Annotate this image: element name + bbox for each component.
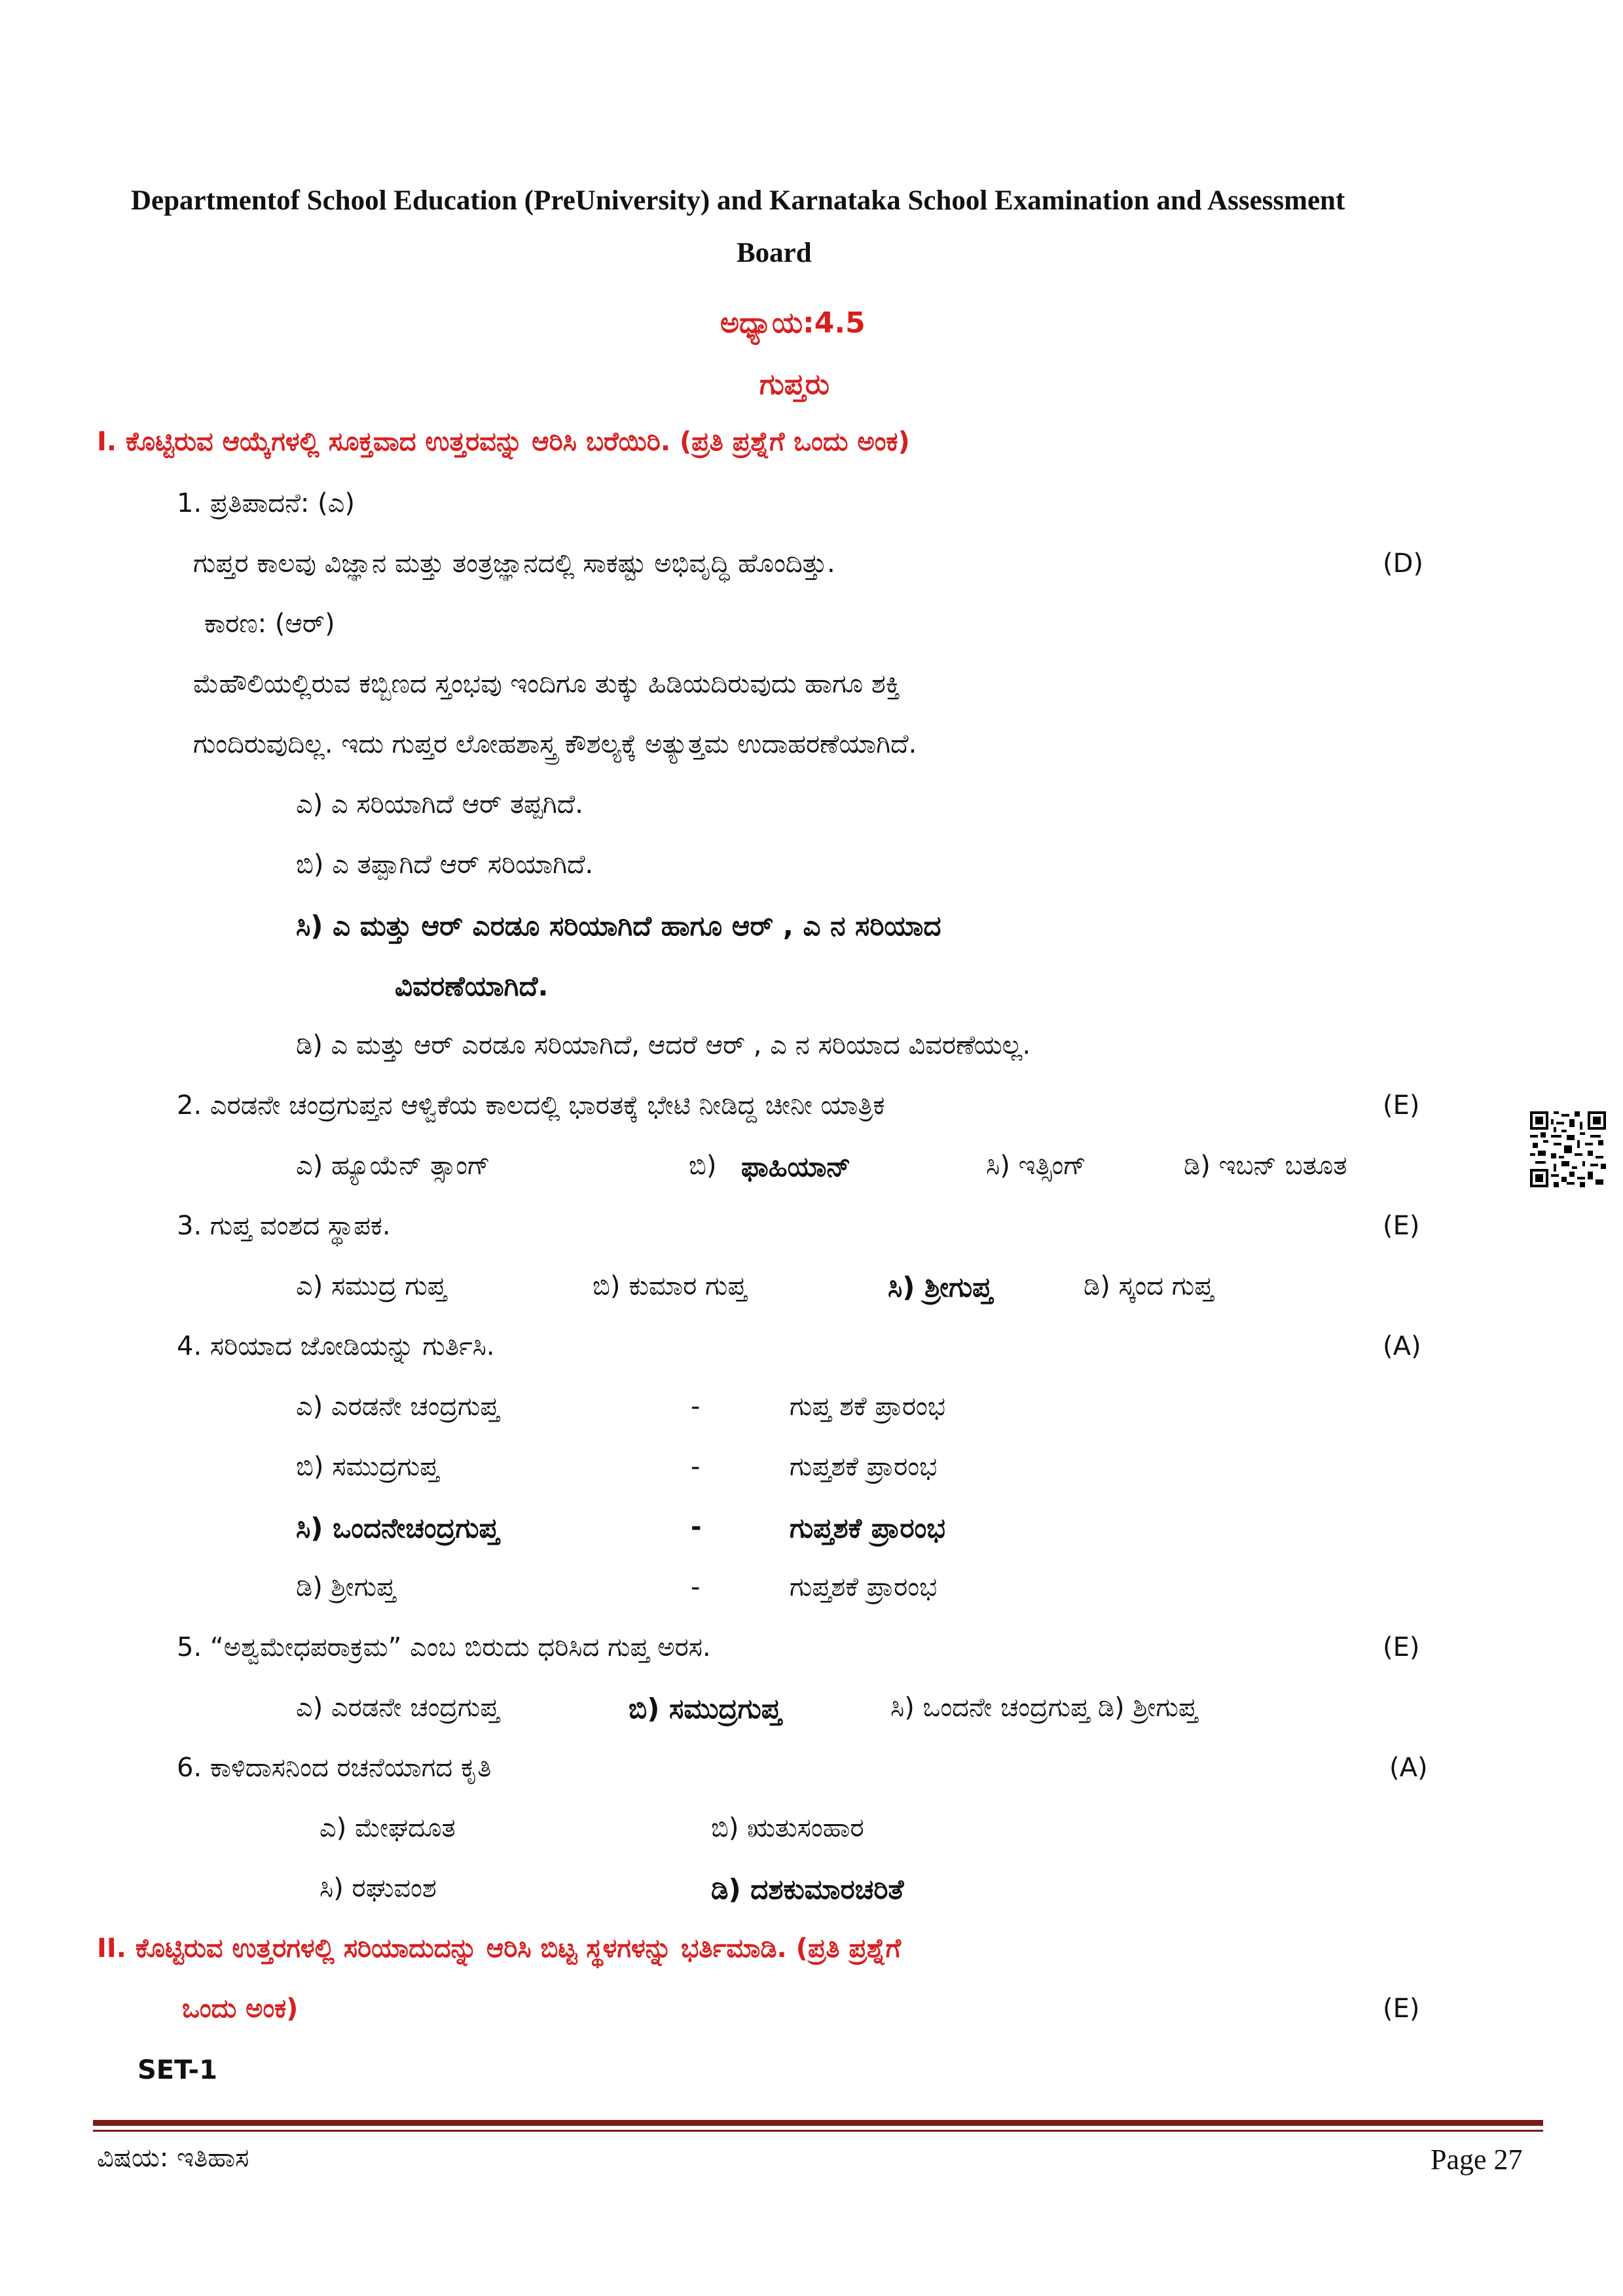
q6-text: 6. ಕಾಳಿದಾಸನಿಂದ ರಚನೆಯಾಗದ ಕೃತಿ <box>177 1753 492 1783</box>
q4-row-right: ಗುಪ್ತಶಕೆ ಪ್ರಾರಂಭ <box>790 1572 938 1602</box>
footer-subject: ವಿಷಯ: ಇತಿಹಾಸ <box>97 2143 249 2173</box>
q3-option-b: ಬಿ) ಕುಮಾರ ಗುಪ್ತ <box>593 1271 747 1301</box>
chapter-number: ಅಧ್ಯಾಯ:4.5 <box>720 306 866 340</box>
q5-option-a: ಎ) ಎರಡನೇ ಚಂದ್ರಗುಪ್ತ <box>296 1693 500 1723</box>
section-2-heading-line-2: ಒಂದು ಅಂಕ) <box>182 1994 299 2024</box>
q4-row-dash: - <box>691 1512 702 1542</box>
chapter-title: ಗುಪ್ತರು <box>759 368 830 401</box>
footer-rule-thin <box>93 2130 1543 2132</box>
q1-reason-line-2: ಗುಂದಿರುವುದಿಲ್ಲ. ಇದು ಗುಪ್ತರ ಲೋಹಶಾಸ್ತ್ರ ಕೌಶಲ್ಯಕ್ಕೆ ಅತ್ಯುತ್ತಮ ಉದಾಹರಣೆಯಾಗಿದೆ. <box>193 729 917 759</box>
q1-code: (D) <box>1383 548 1424 579</box>
q3-code: (E) <box>1383 1211 1420 1241</box>
footer-rule-thick <box>93 2120 1543 2126</box>
q4-row-right: ಗುಪ್ತಶಕೆ ಪ್ರಾರಂಭ <box>790 1512 945 1544</box>
header-line-1: Departmentof School Education (PreUniversity) and Karnataka School Examination and Assessment <box>131 185 1345 216</box>
q4-row-dash: - <box>691 1452 701 1482</box>
q2-option-b: ಫಾಹಿಯಾನ್ <box>741 1151 851 1183</box>
q1-label: 1. ಪ್ರತಿಪಾದನೆ: (ಎ) <box>177 488 356 518</box>
q4-row-right: ಗುಪ್ತ ಶಕೆ ಪ್ರಾರಂಭ <box>790 1391 946 1422</box>
q2-option-a: ಎ) ಹ್ಯೂಯೆನ್ ತ್ಸಾಂಗ್ <box>296 1151 490 1181</box>
q6-option-d: ಡಿ) ದಶಕುಮಾರಚರಿತೆ <box>711 1873 904 1905</box>
q6-option-b: ಬಿ) ಋತುಸಂಹಾರ <box>711 1813 864 1843</box>
q1-reason-line-1: ಮೆಹೌಲಿಯಲ್ಲಿರುವ ಕಬ್ಬಿಣದ ಸ್ತಂಭವು ಇಂದಿಗೂ ತುಕ್ಕು ಹಿಡಿಯದಿರುವುದು ಹಾಗೂ ಶಕ್ತಿ <box>193 669 900 699</box>
section-1-heading: I. ಕೊಟ್ಟಿರುವ ಆಯ್ಕೆಗಳಲ್ಲಿ ಸೂಕ್ತವಾದ ಉತ್ತರವನ್ನು ಆರಿಸಿ ಬರೆಯಿರಿ. (ಪ್ರತಿ ಪ್ರಶ್ನೆಗೆ ಒಂದು ಅಂಕ) <box>97 427 910 457</box>
q1-option-a: ಎ) ಎ ಸರಿಯಾಗಿದೆ ಆರ್ ತಪ್ಪಗಿದೆ. <box>296 789 583 819</box>
q2-option-c: ಸಿ) ಇತ್ಸಿಂಗ್ <box>986 1151 1086 1181</box>
q5-code: (E) <box>1383 1632 1420 1662</box>
q1-option-c-line-1: ಸಿ) ಎ ಮತ್ತು ಆರ್ ಎರಡೂ ಸರಿಯಾಗಿದೆ ಹಾಗೂ ಆರ್ , ಎ ನ ಸರಿಯಾದ <box>296 910 941 942</box>
q6-option-c: ಸಿ) ರಘುವಂಶ <box>319 1873 437 1903</box>
qr-code <box>1530 1111 1606 1187</box>
q4-row-dash: - <box>691 1391 701 1422</box>
q2-option-b-prefix: ಬಿ) <box>689 1151 717 1181</box>
q6-code: (A) <box>1389 1753 1428 1783</box>
q4-row-left: ಡಿ) ಶ್ರೀಗುಪ್ತ <box>296 1572 396 1602</box>
header-line-2: Board <box>737 238 812 268</box>
q3-option-d: ಡಿ) ಸ್ಕಂದ ಗುಪ್ತ <box>1084 1271 1214 1301</box>
q1-assertion: ಗುಪ್ತರ ಕಾಲವು ವಿಜ್ಞಾನ ಮತ್ತು ತಂತ್ರಜ್ಞಾನದಲ್ಲಿ ಸಾಕಷ್ಟು ಅಭಿವೃದ್ಧಿ ಹೊಂದಿತ್ತು. <box>193 548 835 579</box>
q4-row-left: ಎ) ಎರಡನೇ ಚಂದ್ರಗುಪ್ತ <box>296 1391 500 1422</box>
q2-text: 2. ಎರಡನೇ ಚಂದ್ರಗುಪ್ತನ ಆಳ್ವಿಕೆಯ ಕಾಲದಲ್ಲಿ ಭಾರತಕ್ಕೆ ಭೇಟಿ ನೀಡಿದ್ದ ಚೀನೀ ಯಾತ್ರಿಕ <box>177 1090 885 1121</box>
footer-page-number: Page 27 <box>1431 2144 1523 2176</box>
q1-option-c-line-2: ವಿವರಣೆಯಾಗಿದೆ. <box>395 970 549 1002</box>
set-label: SET-1 <box>137 2055 217 2085</box>
q4-row-left: ಸಿ) ಒಂದನೇಚಂದ್ರಗುಪ್ತ <box>296 1512 500 1544</box>
q2-option-d: ಡಿ) ಇಬನ್ ಬತೂತ <box>1184 1151 1347 1181</box>
q3-text: 3. ಗುಪ್ತ ವಂಶದ ಸ್ಥಾಪಕ. <box>177 1211 391 1241</box>
q1-option-b: ಬಿ) ಎ ತಪ್ಪಾಗಿದೆ ಆರ್ ಸರಿಯಾಗಿದೆ. <box>296 850 594 880</box>
q4-text: 4. ಸರಿಯಾದ ಜೋಡಿಯನ್ನು ಗುರ್ತಿಸಿ. <box>177 1331 495 1361</box>
q5-text: 5. “ಅಶ್ವಮೇಧಪರಾಕ್ರಮ” ಎಂಬ ಬಿರುದು ಧರಿಸಿದ ಗುಪ್ತ ಅರಸ. <box>177 1632 711 1662</box>
section-2-heading-line-1: II. ಕೊಟ್ಟಿರುವ ಉತ್ತರಗಳಲ್ಲಿ ಸರಿಯಾದುದನ್ನು ಆರಿಸಿ ಬಿಟ್ಟ ಸ್ಥಳಗಳನ್ನು ಭರ್ತಿಮಾಡಿ. (ಪ್ರತಿ ಪ್ರಶ್ನೆಗೆ <box>97 1933 902 1964</box>
q1-option-d: ಡಿ) ಎ ಮತ್ತು ಆರ್ ಎರಡೂ ಸರಿಯಾಗಿದೆ, ಆದರೆ ಆರ್ , ಎ ನ ಸರಿಯಾದ ವಿವರಣೆಯಲ್ಲ. <box>296 1030 1031 1060</box>
q4-code: (A) <box>1383 1331 1421 1361</box>
q6-option-a: ಎ) ಮೇಘದೂತ <box>319 1813 456 1843</box>
q3-option-c: ಸಿ) ಶ್ರೀಗುಪ್ತ <box>888 1271 993 1303</box>
q2-code: (E) <box>1383 1090 1420 1121</box>
q3-option-a: ಎ) ಸಮುದ್ರ ಗುಪ್ತ <box>296 1271 447 1301</box>
q4-row-left: ಬಿ) ಸಮುದ್ರಗುಪ್ತ <box>296 1452 439 1482</box>
section-2-code: (E) <box>1383 1994 1420 2024</box>
q4-row-right: ಗುಪ್ತಶಕೆ ಪ್ರಾರಂಭ <box>790 1452 938 1482</box>
q5-option-b: ಬಿ) ಸಮುದ್ರಗುಪ್ತ <box>629 1693 782 1725</box>
q5-option-cd: ಸಿ) ಒಂದನೇ ಚಂದ್ರಗುಪ್ತ ಡಿ) ಶ್ರೀಗುಪ್ತ <box>890 1693 1197 1723</box>
q1-reason-label: ಕಾರಣ: (ಆರ್) <box>204 609 335 639</box>
q4-row-dash: - <box>691 1572 701 1602</box>
